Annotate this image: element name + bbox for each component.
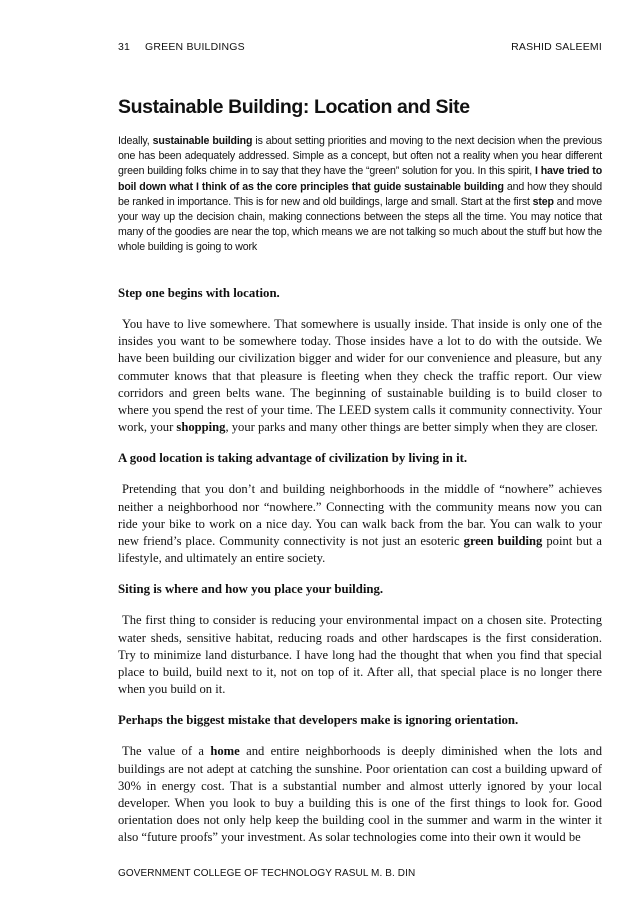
intro-paragraph: Ideally, sustainable building is about setting priorities and moving to the next decision when the previous one has been adequately addressed. Simple as a concept, but often not a reality when you hear different green building folks chime in to say that they have the “green” solution for you. In this spirit, I have tried to boil down what I think of as the core principles that guide sustainable building and how they should be ranked in importance. This is for new and old buildings, large and small. Start at the first step and move your way up the decision chain, making connections between the steps all the time. You may notice that many of the goodies are near the top, which means we are not talking so much about the stuff but how the whole building is going to work: [118, 135, 603, 254]
section-paragraph-siting: The first thing to consider is reducing your environmental impact on a chosen site. Protecting water sheds, sensitive habitat, reducing roads and other hardscapes is the first consideration. Try to minimize land disturbance. I have long had the thought that when you find that special place to build, build next to it, not on top of it. After all, that special place is no longer there when you build on it.: [118, 613, 602, 697]
section-heading-location: Step one begins with location.: [118, 286, 280, 300]
body-content: [118, 284, 602, 847]
bold-term: shopping: [176, 420, 226, 435]
section-heading-siting: Siting is where and how you place your building.: [118, 582, 384, 597]
running-header: [118, 41, 602, 55]
section-heading-orientation: Perhaps the biggest mistake that developers make is ignoring orientation.: [118, 713, 519, 728]
section-heading-civilization: A good location is taking advantage of civilization by living in it.: [118, 451, 468, 466]
page-number: 31: [118, 41, 131, 53]
header-title: GREEN BUILDINGS: [145, 41, 245, 53]
section-paragraph-civilization: Pretending that you don’t and building neighborhoods in the middle of “nowhere” achieves neither a neighborhood nor “nowhere.” Connecting with the community means now you can ride your bike to work on a nice day. You can walk back from the bar. You can walk to your new friend’s place. Community connectivity is not just an esoteric green building point but a lifestyle, and ultimately an entire society.: [118, 482, 602, 566]
bold-term: step: [532, 195, 554, 208]
section-paragraph-location: You have to live somewhere. That somewhere is usually inside. That inside is only one of the insides you want to be somewhere today. Those insides have a lot to do with the outside. We have been building our civilization bigger and wider for our convenience and pleasure, but any commuter knows that that pleasure is fleeting when they check the traffic report. Our view corridors and green belts wane. The beginning of sustainable building is to build closer to where you spend the rest of your time. The LEED system calls it community connectivity. Your work, your shopping, your parks and many other things are better simply when they are closer.: [118, 317, 602, 435]
bold-term: home: [210, 744, 240, 759]
bold-phrase: I have tried to boil down what I think of as the core principles that guide sustainable building: [118, 165, 603, 193]
header-author: RASHID SALEEMI: [511, 41, 602, 53]
page-footer: GOVERNMENT COLLEGE OF TECHNOLOGY RASUL M. B. DIN: [118, 868, 416, 879]
page-title: Sustainable Building: Location and Site: [118, 96, 470, 118]
section-paragraph-orientation: The value of a home and entire neighborhoods is deeply diminished when the lots and buildings are not adept at catching the sunshine. Poor orientation can cost a building upward of 30% in energy cost. That is a substantial number and almost utterly ignored by your local developer. When you look to buy a building this is one of the first things to look for. Good orientation does not only help keep the building cool in the summer and warm in the winter it also “future proofs” your investment. As solar technologies come into their own it would be: [118, 744, 602, 845]
bold-term: green building: [463, 534, 543, 549]
bold-term: sustainable building: [152, 135, 253, 147]
